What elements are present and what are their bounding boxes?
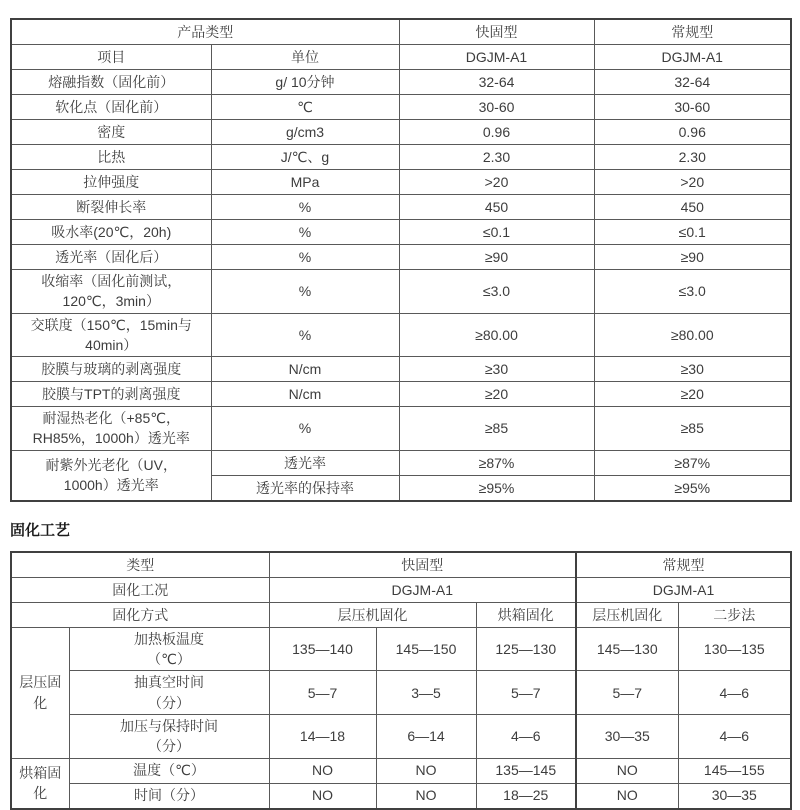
cure-param-unit: （分） — [148, 738, 190, 755]
spec-item: 胶膜与玻璃的剥离强度 — [11, 357, 211, 382]
spec-regular-value: ≥85 — [594, 407, 791, 451]
spec-unit: g/cm3 — [211, 120, 399, 145]
spec-unit: % — [211, 195, 399, 220]
cure-value: NO — [576, 758, 678, 783]
table-row — [11, 95, 791, 120]
cure-param-unit: （℃） — [147, 651, 191, 668]
table-row — [11, 170, 791, 195]
spec-item: 断裂伸长率 — [11, 195, 211, 220]
spec-fast-value: ≥30 — [399, 357, 594, 382]
cure-value: NO — [376, 758, 476, 783]
cure-value: 6—14 — [376, 714, 476, 758]
spec-item-line: 交联度（150℃，15min与 — [30, 316, 192, 333]
spec-regular-value: >20 — [594, 170, 791, 195]
spec-fast-value: ≥87% — [399, 450, 594, 475]
spec-unit: % — [211, 245, 399, 270]
spec-item: 熔融指数（固化前） — [11, 70, 211, 95]
table-row — [11, 783, 791, 809]
cure-param-label: 时间（分） — [69, 783, 269, 809]
spec-regular-value: ≥30 — [594, 357, 791, 382]
cure-condition-label: 固化工况 — [11, 577, 269, 602]
table-row — [11, 120, 791, 145]
spec-subheader-regular-model: DGJM-A1 — [594, 45, 791, 70]
spec-regular-value: 30-60 — [594, 95, 791, 120]
cure-value: 4—6 — [476, 714, 576, 758]
cure-param-name: 加热板温度 — [134, 630, 204, 647]
cure-param-label — [69, 671, 269, 715]
cure-group-name-line: 化 — [33, 785, 48, 802]
spec-unit: J/℃、g — [211, 145, 399, 170]
cure-method-label: 固化方式 — [11, 602, 269, 627]
cure-group-oven — [11, 758, 69, 809]
spec-unit: N/cm — [211, 382, 399, 407]
cure-value: 4—6 — [678, 671, 791, 715]
cure-value: NO — [376, 783, 476, 809]
table-row — [11, 382, 791, 407]
cure-condition-fast-model: DGJM-A1 — [269, 577, 576, 602]
spec-item — [11, 407, 211, 451]
spec-regular-value: ≥95% — [594, 475, 791, 501]
cure-method-fast-oven: 烘箱固化 — [476, 602, 576, 627]
table-row — [11, 357, 791, 382]
table-row — [11, 407, 791, 451]
spec-unit: % — [211, 270, 399, 314]
cure-header-fast: 快固型 — [269, 552, 576, 578]
spec-regular-value: 2.30 — [594, 145, 791, 170]
spec-item-line: 耐紫外光老化（UV， — [45, 456, 177, 473]
spec-item-line: RH85%，1000h）透光率 — [32, 430, 190, 447]
cure-condition-regular-model: DGJM-A1 — [576, 577, 791, 602]
spec-item: 透光率（固化后） — [11, 245, 211, 270]
spec-item-line: 120℃，3min） — [62, 293, 160, 310]
cure-value: 5—7 — [576, 671, 678, 715]
cure-value: 30—35 — [576, 714, 678, 758]
table-row — [11, 145, 791, 170]
cure-param-label — [69, 627, 269, 671]
spec-regular-value: 0.96 — [594, 120, 791, 145]
cure-value: 145—150 — [376, 627, 476, 671]
spec-fast-value: ≥85 — [399, 407, 594, 451]
spec-item-line: 1000h）透光率 — [63, 477, 159, 494]
cure-value: 145—130 — [576, 627, 678, 671]
cure-value: NO — [576, 783, 678, 809]
cure-value: 130—135 — [678, 627, 791, 671]
spec-item: 密度 — [11, 120, 211, 145]
cure-value: 4—6 — [678, 714, 791, 758]
spec-fast-value: 30-60 — [399, 95, 594, 120]
cure-group-name-line: 层压固 — [19, 674, 62, 691]
cure-group-name-line: 烘箱固 — [19, 764, 62, 781]
spec-item-line: 40min） — [85, 336, 138, 353]
cure-method-regular-twostep: 二步法 — [678, 602, 791, 627]
cure-param-name: 加压与保持时间 — [120, 717, 218, 734]
spec-fast-value: ≥95% — [399, 475, 594, 501]
cure-header-row — [11, 552, 791, 578]
spec-fast-value: 32-64 — [399, 70, 594, 95]
cure-value: NO — [269, 758, 376, 783]
spec-subheader-item: 项目 — [11, 45, 211, 70]
cure-param-label: 温度（℃） — [69, 758, 269, 783]
spec-item — [11, 313, 211, 357]
cure-method-row — [11, 602, 791, 627]
spec-regular-value: 32-64 — [594, 70, 791, 95]
cure-param-name: 抽真空时间 — [134, 674, 204, 691]
cure-header-regular: 常规型 — [576, 552, 791, 578]
spec-table — [10, 18, 792, 502]
cure-value: 125—130 — [476, 627, 576, 671]
spec-item-line: 收缩率（固化前测试， — [41, 273, 182, 289]
spec-fast-value: 0.96 — [399, 120, 594, 145]
spec-regular-value: ≥20 — [594, 382, 791, 407]
cure-value: 5—7 — [476, 671, 576, 715]
cure-value: 3—5 — [376, 671, 476, 715]
table-row — [11, 195, 791, 220]
spec-header-product-type: 产品类型 — [11, 19, 399, 45]
spec-fast-value: ≤0.1 — [399, 220, 594, 245]
cure-value: 145—155 — [678, 758, 791, 783]
table-row — [11, 671, 791, 715]
cure-value: 30—35 — [678, 783, 791, 809]
cure-value: NO — [269, 783, 376, 809]
table-row — [11, 270, 791, 314]
cure-condition-row — [11, 577, 791, 602]
cure-header-type: 类型 — [11, 552, 269, 578]
spec-header-row — [11, 19, 791, 45]
cure-group-laminate — [11, 627, 69, 758]
spec-item: 软化点（固化前） — [11, 95, 211, 120]
spec-unit: N/cm — [211, 357, 399, 382]
spec-unit: 透光率的保持率 — [211, 475, 399, 501]
cure-method-regular-laminator: 层压机固化 — [576, 602, 678, 627]
spec-regular-value: 450 — [594, 195, 791, 220]
spec-fast-value: ≤3.0 — [399, 270, 594, 314]
spec-unit: ℃ — [211, 95, 399, 120]
spec-subheader-row — [11, 45, 791, 70]
cure-value: 135—140 — [269, 627, 376, 671]
cure-method-fast-laminator: 层压机固化 — [269, 602, 476, 627]
spec-unit: % — [211, 313, 399, 357]
spec-header-regular: 常规型 — [594, 19, 791, 45]
spec-item-uv — [11, 450, 211, 501]
spec-fast-value: 2.30 — [399, 145, 594, 170]
table-row-uv-1 — [11, 450, 791, 475]
spec-subheader-unit: 单位 — [211, 45, 399, 70]
section-title-curing-process: 固化工艺 — [10, 521, 71, 539]
cure-group-name-line: 化 — [33, 694, 48, 711]
spec-item: 吸水率(20℃，20h) — [11, 220, 211, 245]
table-row — [11, 220, 791, 245]
spec-regular-value: ≥80.00 — [594, 313, 791, 357]
spec-fast-value: ≥90 — [399, 245, 594, 270]
cure-value: 5—7 — [269, 671, 376, 715]
cure-value: 14—18 — [269, 714, 376, 758]
spec-unit: % — [211, 407, 399, 451]
spec-regular-value: ≤0.1 — [594, 220, 791, 245]
spec-header-fast: 快固型 — [399, 19, 594, 45]
spec-item: 胶膜与TPT的剥离强度 — [11, 382, 211, 407]
cure-param-unit: （分） — [148, 694, 190, 711]
cure-param-label — [69, 714, 269, 758]
spec-unit: g/ 10分钟 — [211, 70, 399, 95]
cure-value: 18—25 — [476, 783, 576, 809]
spec-fast-value: ≥20 — [399, 382, 594, 407]
table-row — [11, 627, 791, 671]
spec-regular-value: ≤3.0 — [594, 270, 791, 314]
spec-item: 拉伸强度 — [11, 170, 211, 195]
spec-item — [11, 270, 211, 314]
spec-unit: 透光率 — [211, 450, 399, 475]
spec-item-line: 耐湿热老化（+85℃， — [42, 410, 180, 427]
spec-fast-value: 450 — [399, 195, 594, 220]
spec-regular-value: ≥90 — [594, 245, 791, 270]
table-row — [11, 313, 791, 357]
table-row — [11, 70, 791, 95]
spec-item: 比热 — [11, 145, 211, 170]
spec-fast-value: ≥80.00 — [399, 313, 594, 357]
spec-regular-value: ≥87% — [594, 450, 791, 475]
spec-unit: % — [211, 220, 399, 245]
spec-fast-value: >20 — [399, 170, 594, 195]
table-row — [11, 714, 791, 758]
cure-table — [10, 551, 792, 810]
cure-value: 135—145 — [476, 758, 576, 783]
spec-subheader-fast-model: DGJM-A1 — [399, 45, 594, 70]
table-row — [11, 245, 791, 270]
table-row — [11, 758, 791, 783]
spec-unit: MPa — [211, 170, 399, 195]
